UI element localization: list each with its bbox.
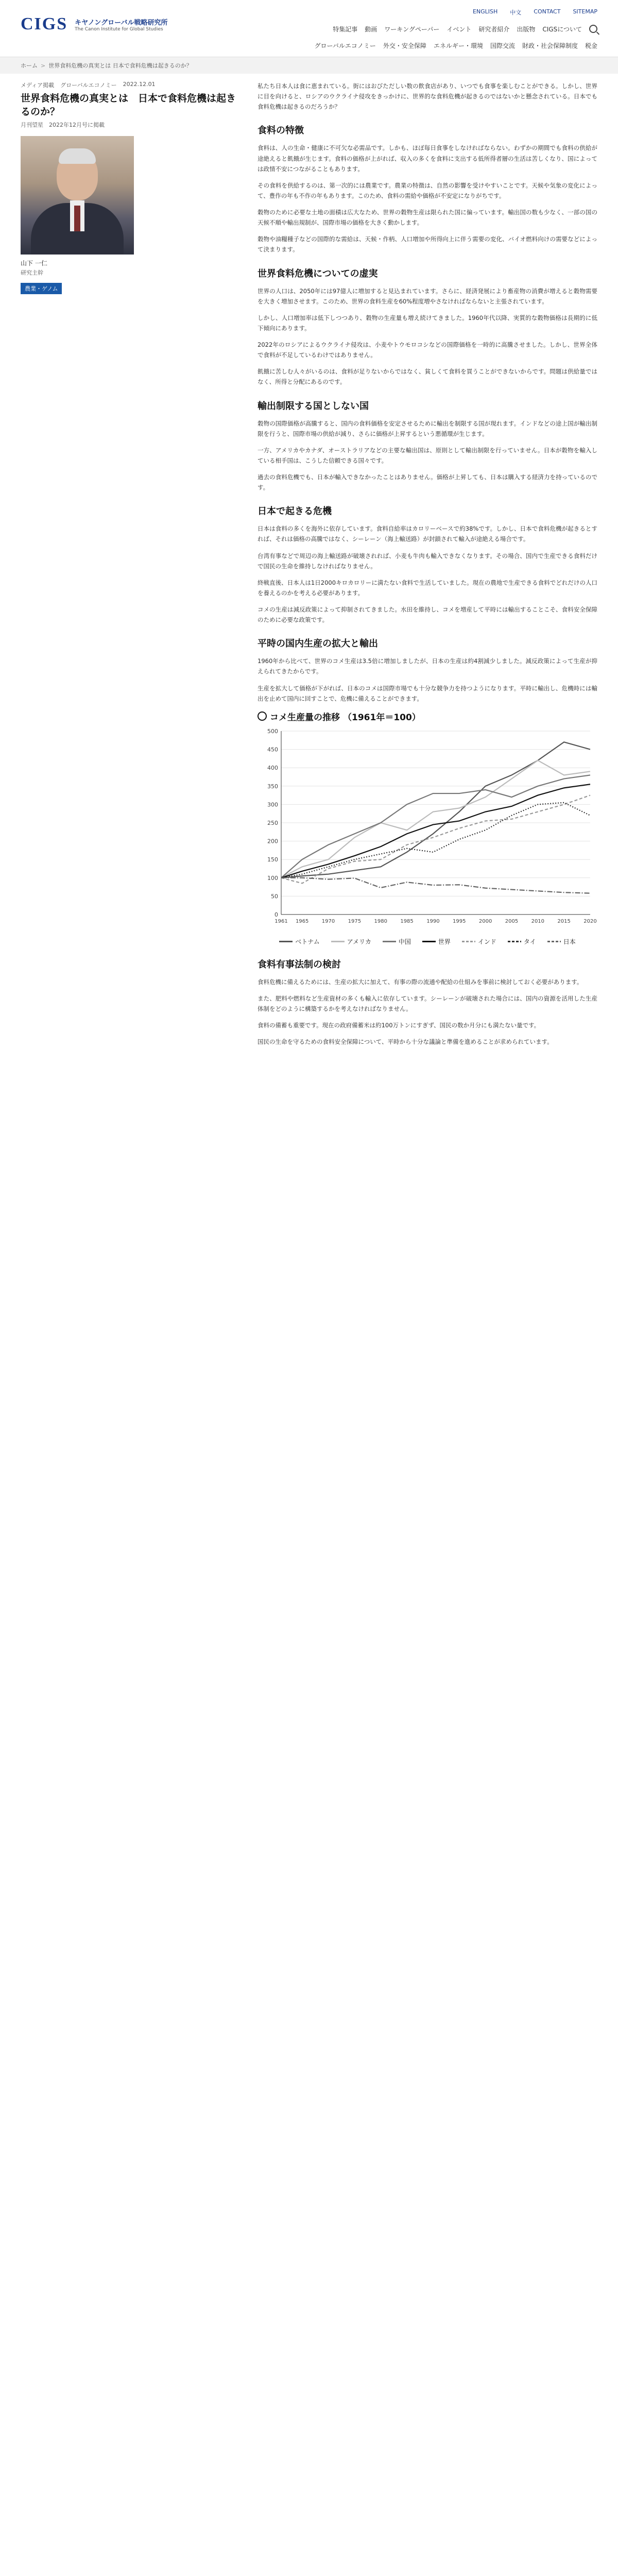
x-tick-label: 1990 [426, 918, 440, 924]
article-meta [21, 81, 242, 89]
y-tick-label: 200 [267, 838, 278, 845]
series-line [281, 795, 590, 883]
y-tick-label: 500 [267, 727, 278, 735]
x-tick-label: 1980 [374, 918, 387, 924]
x-tick-label: 1995 [453, 918, 466, 924]
topic-energy-environment[interactable]: エネルギー・環境 [433, 42, 483, 49]
paragraph: 1960年から比べて、世界のコメ生産は3.5倍に増加しましたが、日本の生産は約4割減少しました。減反政策によって生産が抑えられてきたからです。 [258, 657, 597, 675]
article-source: 月刊望星 2022年12月号に掲載 [21, 122, 105, 129]
section-heading: 日本で起きる危機 [258, 506, 332, 517]
paragraph: 食料の備蓄も重要です。現在の政府備蓄米は約100万トンにすぎず、国民の数か月分にも満たない量です。 [258, 1022, 540, 1029]
series-line [281, 803, 590, 878]
legend-item [547, 937, 576, 946]
breadcrumb [0, 57, 618, 74]
chart-subtitle: （1961年＝100） [343, 712, 421, 723]
logo-mark: CIGS [21, 14, 68, 33]
site-logo[interactable] [21, 14, 167, 34]
x-tick-label: 2005 [505, 918, 519, 924]
paragraph: 世界の人口は、2050年には97億人に増加すると見込まれています。さらに、経済発展により畜産物の消費が増えると穀物需要を大きく増加させます。このため、世界の食料生産を60%程度増やさなければならないと主張されています。 [258, 287, 597, 305]
article-date: 2022.12.01 [123, 81, 156, 88]
section-heading: 食料有事法制の検討 [258, 959, 341, 970]
topic-international-exchange[interactable]: 国際交流 [490, 42, 515, 49]
y-tick-label: 450 [267, 746, 278, 753]
paragraph: 穀物のために必要な土地の面積は広大なため、世界の穀物生産は限られた国に偏っています。輸出国の数も少なく、一部の国の天候不順や輸出規制が、国際市場の価格を大きく動かします。 [258, 209, 597, 227]
legend-label: インド [477, 938, 496, 945]
logo-japanese-name: キヤノングローバル戦略研究所 [75, 19, 168, 27]
chart-title [258, 710, 597, 723]
y-tick-label: 350 [267, 783, 278, 790]
intro-paragraph: 私たち日本人は食に恵まれている。街にはおびただしい数の飲食店があり、いつでも食事を楽しむことができる。しかし、世界に目を向けると、ロシアのウクライナ侵攻をきっかけに、世界的な食料危機が起きるのではないかと懸念されている。日本でも食料危機は起きるのだろうか？ [258, 82, 597, 111]
y-tick-label: 250 [267, 819, 278, 826]
rice-production-chart [258, 710, 597, 946]
legend-swatch [279, 941, 293, 942]
paragraph: その食料を供給するのは、第一次的には農業です。農業の特徴は、自然の影響を受けやすいことです。天候や気象の変化によって、豊作の年も不作の年もあります。このため、食料の需給や価格が不安定になりがちです。 [258, 181, 597, 199]
site-header [0, 0, 618, 57]
logo-english-name: The Canon Institute for Global Studies [75, 26, 163, 32]
paragraph: 穀物の国際価格が高騰すると、国内の食料価格を安定させるために輸出を制限する国が現れます。インドなどの途上国が輸出制限を行うと、国際市場の供給が減り、さらに価格が上昇するという悪循環が生じます。 [258, 419, 597, 437]
y-tick-label: 300 [267, 801, 278, 808]
paragraph: コメの生産は減反政策によって抑制されてきました。水田を維持し、コメを増産して平時には輸出することこそ、食料安全保障のために必要な政策です。 [258, 606, 597, 624]
nav-researchers[interactable]: 研究者紹介 [478, 26, 510, 33]
author-photo [21, 136, 134, 255]
chart-legend [258, 937, 597, 946]
paragraph: しかし、人口増加率は低下しつつあり、穀物の生産量も増え続けてきました。1960年代以降、実質的な穀物価格は長期的に低下傾向にあります。 [258, 314, 597, 332]
breadcrumb-separator: > [41, 62, 46, 69]
y-tick-label: 0 [274, 911, 278, 918]
paragraph: 穀物や油糧種子などの国際的な需給は、天候・作柄、人口増加や所得向上に伴う需要の変化、バイオ燃料向けの需要などによって決まります。 [258, 235, 597, 253]
nav-events[interactable]: イベント [447, 26, 472, 33]
utility-nav [473, 8, 597, 16]
section-heading: 輸出制限する国としない国 [258, 400, 369, 412]
x-tick-label: 1985 [400, 918, 414, 924]
series-line [281, 878, 590, 893]
utility-link-chinese[interactable]: 中文 [510, 9, 522, 16]
main-nav [333, 25, 597, 33]
nav-features[interactable]: 特集記事 [333, 26, 358, 33]
legend-label: 日本 [563, 938, 576, 945]
legend-label: ベトナム [295, 938, 320, 945]
nav-about[interactable]: CIGSについて [542, 26, 582, 33]
breadcrumb-home[interactable]: ホーム [21, 62, 38, 69]
topic-tax[interactable]: 税金 [585, 42, 597, 49]
section-heading: 世界食料危機についての虚実 [258, 268, 378, 279]
series-line [281, 742, 590, 877]
y-tick-label: 50 [271, 893, 278, 900]
legend-label: タイ [523, 938, 536, 945]
utility-link-contact[interactable]: CONTACT [534, 8, 561, 15]
section-heading: 平時の国内生産の拡大と輸出 [258, 638, 378, 650]
legend-swatch [331, 941, 345, 942]
paragraph: 2022年のロシアによるウクライナ侵攻は、小麦やトウモロコシなどの国際価格を一時的に高騰させました。しかし、世界全体で食料が不足しているわけではありません。 [258, 341, 597, 359]
series-line [281, 775, 590, 877]
chart-plot [258, 726, 597, 932]
nav-videos[interactable]: 動画 [365, 26, 377, 33]
paragraph: 飢餓に苦しむ人々がいるのは、食料が足りないからではなく、貧しくて食料を買うことができないからです。問題は供給量ではなく、所得と分配にあるのです。 [258, 368, 597, 386]
legend-swatch [462, 941, 475, 942]
paragraph: 台湾有事などで周辺の海上輸送路が破壊されれば、小麦も牛肉も輸入できなくなります。その場合、国内で生産できる食料だけで国民の生命を維持しなければなりません。 [258, 552, 597, 570]
page-title: 世界食料危機の真実とは 日本で食料危機は起きるのか？ [21, 93, 236, 117]
legend-swatch [422, 941, 436, 942]
legend-label: 世界 [438, 938, 451, 945]
breadcrumb-current: 世界食料危機の真実とは 日本で食料危機は起きるのか？ [48, 62, 192, 69]
section-heading: 食料の特徴 [258, 125, 304, 137]
legend-label: アメリカ [347, 938, 371, 945]
legend-swatch [508, 941, 521, 942]
legend-item [331, 937, 371, 946]
utility-link-english[interactable]: ENGLISH [472, 8, 498, 15]
x-tick-label: 2020 [583, 918, 597, 924]
search-icon[interactable] [589, 25, 597, 33]
paragraph: 国民の生命を守るための食料安全保障について、平時から十分な議論と準備を進めることが求められています。 [258, 1038, 553, 1046]
author-name[interactable]: 山下 一仁 [21, 260, 47, 267]
legend-item [508, 937, 536, 946]
article-sidebar [21, 81, 242, 294]
series-line [281, 760, 590, 878]
x-tick-label: 1975 [348, 918, 362, 924]
utility-link-sitemap[interactable]: SITEMAP [573, 8, 597, 15]
nav-working-papers[interactable]: ワーキングペーパー [384, 26, 440, 33]
chart-title-circle-icon [258, 711, 267, 721]
paragraph: 一方、アメリカやカナダ、オーストラリアなどの主要な輸出国は、原則として輸出制限を行っていません。日本が穀物を輸入している相手国は、こうした信頼できる国々です。 [258, 446, 597, 464]
legend-item [462, 937, 496, 946]
article-category: メディア掲載 [21, 82, 55, 89]
paragraph: 食料は、人の生命・健康に不可欠な必需品です。しかも、ほぼ毎日食事をしなければならない。わずかの期間でも食料の供給が途絶えると飢餓が生じます。食料の価格が上がれば、収入の多くを食料に支出する低所得者層の生活は苦しくなり、国によっては政情不安につながることもあります。 [258, 144, 597, 173]
paragraph: 食料危機に備えるためには、生産の拡大に加えて、有事の際の流通や配給の仕組みを事前に検討しておく必要があります。 [258, 978, 583, 986]
x-tick-label: 2015 [557, 918, 571, 924]
x-tick-label: 1965 [295, 918, 309, 924]
topic-tag[interactable]: 農業・ゲノム [21, 283, 62, 294]
legend-label: 中国 [398, 938, 411, 945]
topic-nav [315, 41, 597, 50]
nav-publications[interactable]: 出版物 [517, 26, 536, 33]
article-section[interactable]: グローバルエコノミー [60, 82, 117, 89]
chart-title-text: コメ生産量の推移 [270, 712, 340, 723]
y-tick-label: 400 [267, 764, 278, 771]
topic-diplomacy-security[interactable]: 外交・安全保障 [383, 42, 426, 49]
x-tick-label: 2000 [478, 918, 492, 924]
x-tick-label: 1970 [321, 918, 335, 924]
y-tick-label: 150 [267, 856, 278, 863]
paragraph: また、肥料や燃料など生産資材の多くも輸入に依存しています。シーレーンが破壊された場合には、国内の資源を活用した生産体制をどのように構築するかを考えなければなりません。 [258, 994, 597, 1012]
legend-swatch [383, 941, 396, 942]
legend-item [279, 937, 319, 946]
x-tick-label: 2010 [531, 918, 545, 924]
paragraph: 終戦直後、日本人は1日2000キロカロリーに満たない食料で生活していました。現在の農地で生産できる食料でどれだけの人口を養えるのかを考える必要があります。 [258, 579, 597, 597]
legend-item [383, 937, 411, 946]
article-body [258, 81, 597, 1053]
paragraph: 生産を拡大して価格が下がれば、日本のコメは国際市場でも十分な競争力を持つようになります。平時に輸出し、危機時には輸出を止めて国内に回すことで、危機に備えることができます。 [258, 684, 597, 702]
author-role: 研究主幹 [21, 269, 43, 277]
y-tick-label: 100 [267, 874, 278, 882]
paragraph: 日本は食料の多くを海外に依存しています。食料自給率はカロリーベースで約38%です。しかし、日本で食料危機が起きるとすれば、それは価格の高騰ではなく、シーレーン（海上輸送路）が封鎖されて輸入が途絶える場合です。 [258, 525, 597, 543]
topic-global-economy[interactable]: グローバルエコノミー [314, 42, 376, 49]
legend-item [422, 937, 451, 946]
paragraph: 過去の食料危機でも、日本が輸入できなかったことはありません。価格が上昇しても、日本は購入する経済力を持っているのです。 [258, 473, 597, 492]
legend-swatch [547, 941, 561, 942]
topic-fiscal-social-security[interactable]: 財政・社会保障制度 [522, 42, 578, 49]
x-tick-label: 1961 [274, 918, 288, 924]
